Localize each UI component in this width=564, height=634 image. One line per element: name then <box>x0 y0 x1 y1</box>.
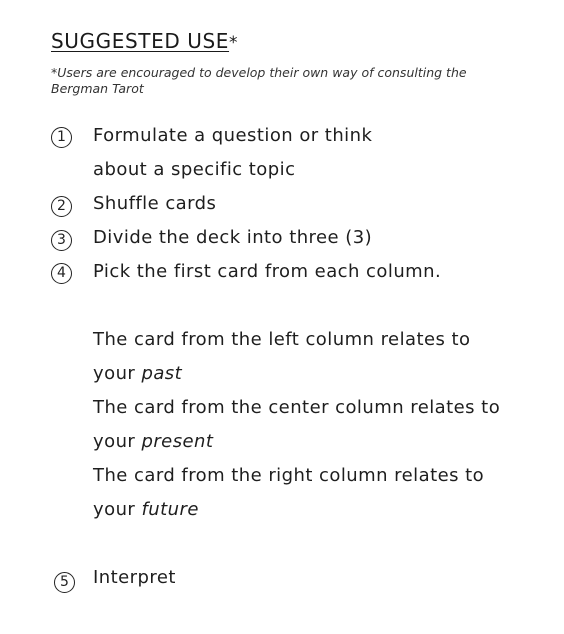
detail-emphasis-future: future <box>141 499 199 520</box>
step-number-4: 4 <box>51 263 72 284</box>
step-number-2: 2 <box>51 196 72 217</box>
title-asterisk: * <box>229 33 239 53</box>
detail-prefix: your <box>93 363 142 384</box>
step-2-text: Shuffle cards <box>93 193 217 214</box>
page-title <box>51 29 238 55</box>
detail-emphasis-present: present <box>141 431 214 452</box>
step-1-text-line-2: about a specific topic <box>93 159 296 180</box>
step-4-detail-right: The card from the right column relates to <box>93 465 485 486</box>
detail-emphasis-past: past <box>141 363 183 384</box>
step-number-1: 1 <box>51 127 72 148</box>
step-1-text-line-1: Formulate a question or think <box>93 125 373 146</box>
step-5-text: Interpret <box>93 567 176 588</box>
detail-prefix: your <box>93 431 142 452</box>
step-3-text: Divide the deck into three (3) <box>93 227 373 248</box>
title-text: SUGGESTED USE <box>51 29 230 53</box>
step-4-detail-center: The card from the center column relates to <box>93 397 501 418</box>
detail-prefix: your <box>93 499 142 520</box>
footnote: *Users are encouraged to develop their own way of consulting the Bergman Tarot <box>51 65 467 96</box>
step-4-detail-left-tail <box>93 357 182 391</box>
step-number-3: 3 <box>51 230 72 251</box>
step-4-detail-left: The card from the left column relates to <box>93 329 471 350</box>
step-number-5: 5 <box>54 572 75 593</box>
step-4-detail-center-tail <box>93 425 213 459</box>
step-4-detail-right-tail <box>93 493 199 527</box>
step-4-text: Pick the first card from each column. <box>93 261 442 282</box>
